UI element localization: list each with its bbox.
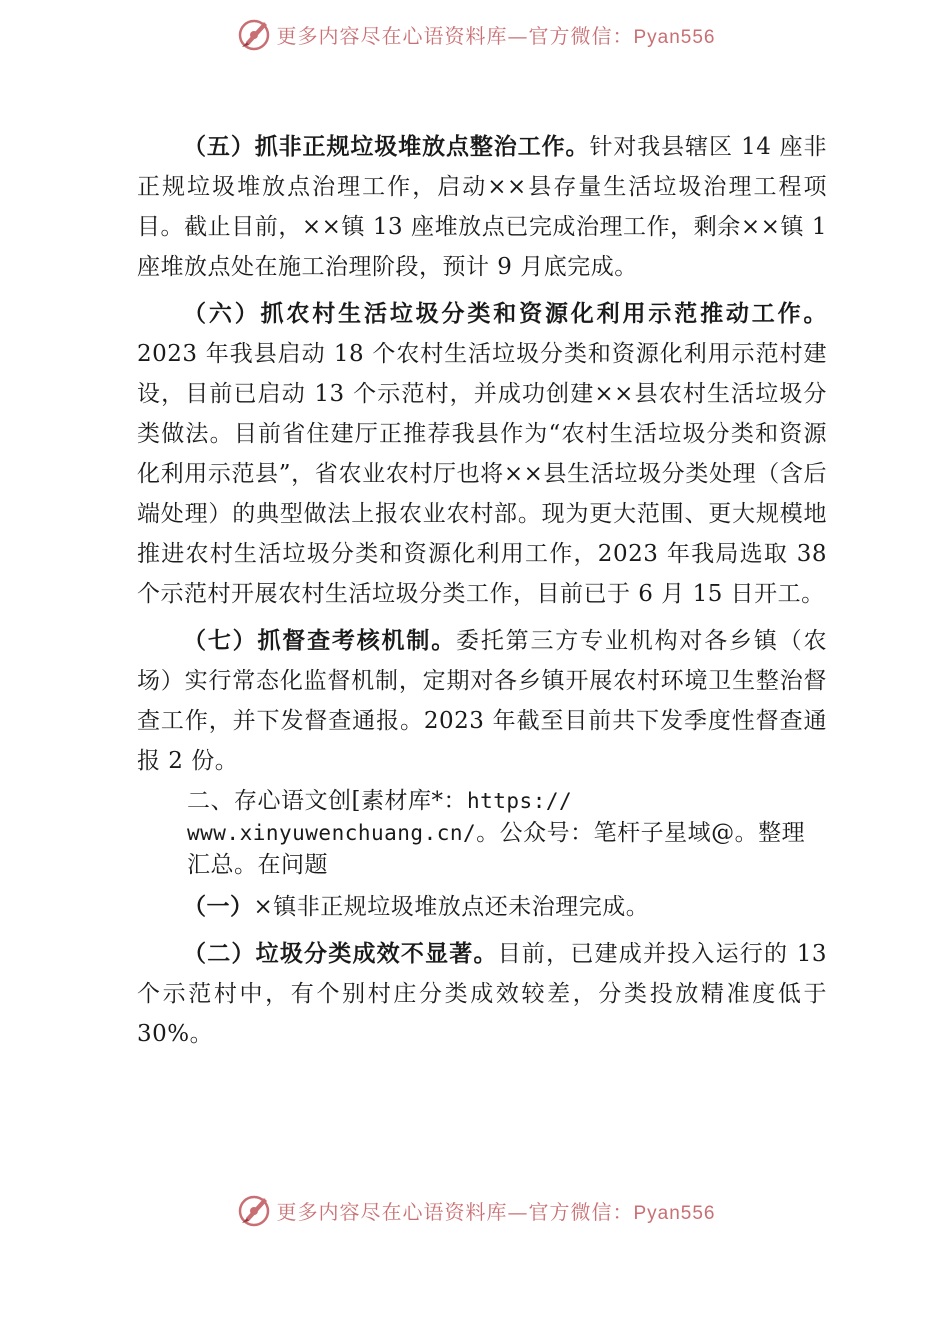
header-banner [0,14,950,54]
paragraph-text: 针对我县辖区 14 座非正规垃圾堆放点治理工作，启动××县存量生活垃圾治理工程项目。截止目前，××镇 13 座堆放点已完成治理工作，剩余××镇 1 座堆放点处在施工治理阶段，预计 9 月底完成。 [137,134,827,280]
banner-text: 更多内容尽在心语资料库—官方微信：Pyan556 [276,23,716,48]
paragraph-6 [137,294,827,614]
paragraph-heading: （七）抓督查考核机制。 [183,628,457,654]
problem-heading: （一） [183,894,254,920]
section-title-problems: 二、存心语文创[素材库*：https:// www.xinyuwenchuang.cn/。公众号：笔杆子星域@。整理汇总。在问题 [187,788,806,878]
problem-text: 目前，已建成并投入运行的 13 个示范村中，有个别村庄分类成效较差，分类投放精准度低于 30%。 [137,941,828,1047]
wechat-id: Pyan556 [633,1202,716,1224]
footer-banner [0,1190,950,1230]
problem-2 [137,934,827,1054]
paragraph-heading: （五）抓非正规垃圾堆放点整治工作。 [183,134,590,160]
banner-text: 更多内容尽在心语资料库—官方微信：Pyan556 [276,1199,716,1224]
brand-logo-icon [234,1190,274,1230]
document-body [137,127,827,1054]
paragraph-heading: （六）抓农村生活垃圾分类和资源化利用示范推动工作。 [183,301,827,327]
problem-1 [137,887,827,927]
source-url: https:// www.xinyuwenchuang.cn/ [187,789,573,845]
brand-logo-icon [234,14,274,54]
paragraph-7 [137,621,827,781]
paragraph-text: 委托第三方专业机构对各乡镇（农场）实行常态化监督机制，定期对各乡镇开展农村环境卫生整治督查工作，并下发督查通报。2023 年截至目前共下发季度性督查通报 2 份。 [137,628,828,774]
problem-text: ×镇非正规垃圾堆放点还未治理完成。 [253,894,650,920]
paragraph-5 [137,127,827,287]
problem-heading: （二）垃圾分类成效不显著。 [183,941,498,967]
paragraph-text: 2023 年我县启动 18 个农村生活垃圾分类和资源化利用示范村建设，目前已启动 13 个示范村，并成功创建××县农村生活垃圾分类做法。目前省住建厅正推荐我县作为“农村生活垃圾分类和资源化利用示范县”，省农业农村厅也将××县生活垃圾分类处理（含后端处理）的典型做法上报农业农村部。现为更大范围、更大规模地推进农村生活垃圾分类和资源化利用工作，2023 年我局选取 38 个示范村开展农村生活垃圾分类工作，目前已于 6 月 15 日开工。 [137,341,827,607]
wechat-id: Pyan556 [633,26,716,48]
